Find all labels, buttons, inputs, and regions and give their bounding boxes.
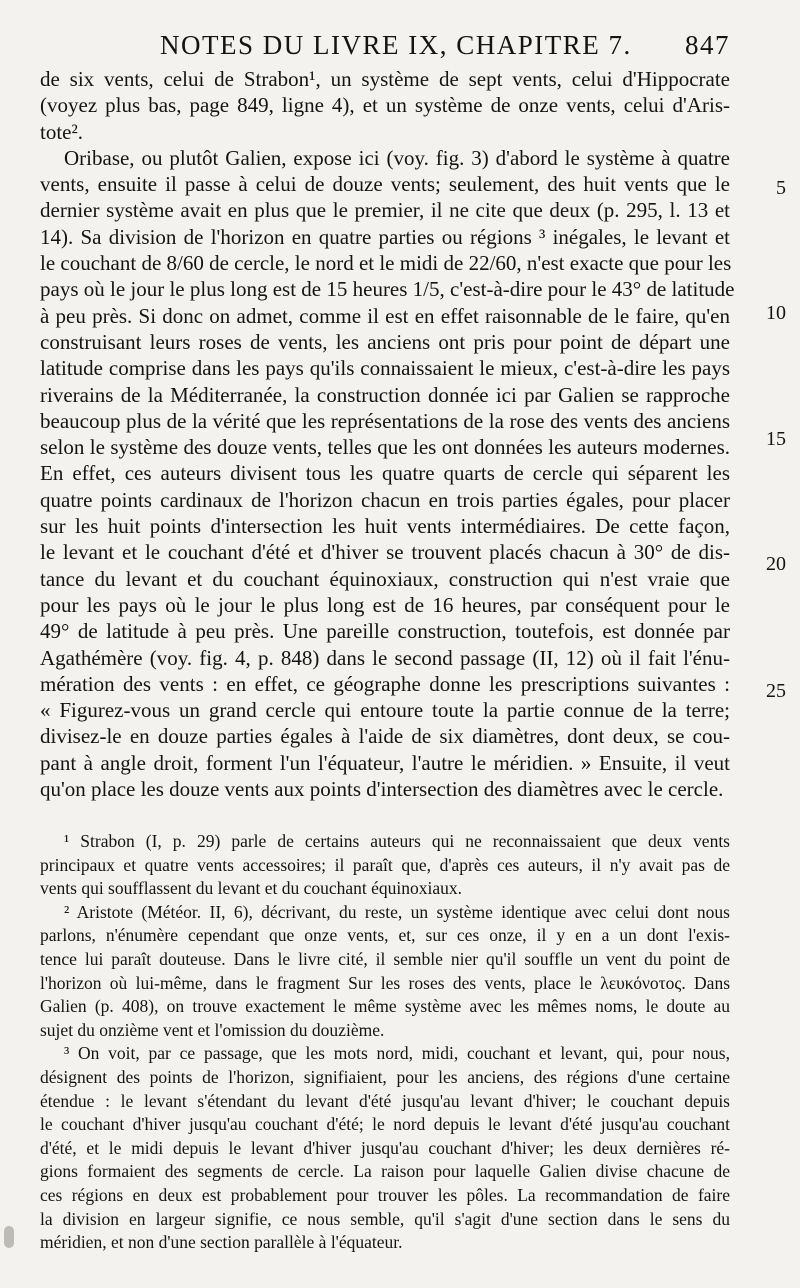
text-line: sur les huit points d'intersection les huit vents intermédiaires. De cette façon, bbox=[40, 514, 730, 539]
running-header bbox=[160, 24, 730, 64]
footnote-line: ² Aristote (Météor. II, 6), décrivant, du reste, un système identique avec celui dont nous bbox=[64, 901, 730, 922]
line-number: 25 bbox=[766, 680, 786, 702]
text-line: Oribase, ou plutôt Galien, expose ici (voy. fig. 3) d'abord le système à quatre bbox=[64, 145, 730, 170]
footnote-line: Galien (p. 408), on trouve exactement le même système avec les mêmes noms, le doute au bbox=[40, 996, 730, 1017]
text-line: (voyez plus bas, page 849, ligne 4), et un système de onze vents, celui d'Aris- bbox=[40, 93, 730, 118]
text-line: pant à angle droit, forment l'un l'équateur, l'autre le méridien. » Ensuite, il veut bbox=[40, 750, 730, 775]
footnote-line: ces régions en deux est probablement pour trouver les pôles. La recommandation de faire bbox=[40, 1184, 730, 1205]
text-line: Agathémère (voy. fig. 4, p. 848) dans le second passage (II, 12) où il fait l'énu- bbox=[40, 645, 730, 670]
text-line: 14). Sa division de l'horizon en quatre parties ou régions ³ inégales, le levant et bbox=[40, 224, 730, 249]
text-line: beaucoup plus de la vérité que les représentations de la rose des vents des anciens bbox=[40, 408, 730, 433]
footnote-line: étendue : le levant s'étendant du levant d'été jusqu'au levant d'hiver; le couchant depuis bbox=[40, 1090, 730, 1111]
text-line: construisant leurs roses de vents, les anciens ont pris pour point de départ une bbox=[40, 329, 730, 354]
text-line: le levant et le couchant d'été et d'hiver se trouvent placés chacun à 30° de dis- bbox=[40, 540, 730, 565]
line-number: 15 bbox=[766, 428, 786, 450]
text-line: de six vents, celui de Strabon¹, un système de sept vents, celui d'Hippocrate bbox=[40, 67, 730, 91]
footnote-line: la division en largeur signifie, ce nous semble, qu'il s'agit d'une section dans le sens du bbox=[40, 1208, 730, 1229]
text-line: divisez-le en douze parties égales à l'aide de six diamètres, dont deux, se cou- bbox=[40, 724, 730, 749]
text-line: quatre points cardinaux de l'horizon chacun en trois parties égales, pour placer bbox=[40, 487, 730, 512]
text-line: tance du levant et du couchant équinoxiaux, construction qui n'est vraie que bbox=[40, 566, 730, 591]
text-line: à peu près. Si donc on admet, comme il est en effet raisonnable de le faire, qu'en bbox=[40, 303, 730, 328]
line-number: 10 bbox=[766, 302, 786, 324]
text-line: pays où le jour le plus long est de 15 heures 1/5, c'est-à-dire pour le 43° de latitude bbox=[40, 277, 735, 302]
footnote-line: le couchant d'hiver jusqu'au couchant d'été; le nord depuis le levant d'été jusqu'au couchant bbox=[40, 1114, 730, 1135]
text-line: qu'on place les douze vents aux points d'intersection des diamètres avec le cercle. bbox=[40, 777, 724, 802]
text-line: 49° de latitude à peu près. Une pareille construction, toutefois, est donnée par bbox=[40, 619, 730, 644]
text-line: vents, ensuite il passe à celui de douze vents; seulement, des huit vents que le bbox=[40, 172, 730, 197]
footnote-line: sujet du onzième vent et l'omission du douzième. bbox=[40, 1019, 385, 1040]
binding-mark bbox=[4, 1226, 14, 1248]
text-line: dernier système avait en plus que le premier, il ne cite que deux (p. 295, l. 13 et bbox=[40, 198, 730, 223]
footnotes bbox=[40, 830, 730, 1255]
footnote-line: ³ On voit, par ce passage, que les mots nord, midi, couchant et levant, qui, pour nous, bbox=[64, 1043, 730, 1064]
main-text bbox=[40, 66, 735, 802]
footnote-line: principaux et quatre vents accessoires; il paraît que, d'après ces auteurs, il n'y avait pas de bbox=[40, 854, 730, 875]
line-number: 5 bbox=[776, 177, 786, 199]
text-line: selon le système des douze vents, telles que les ont données les auteurs modernes. bbox=[40, 435, 730, 460]
footnote-line: gions formaient des segments de cercle. La raison pour laquelle Galien divise chacune de bbox=[40, 1161, 730, 1182]
footnote-line: ¹ Strabon (I, p. 29) parle de certains auteurs qui ne reconnaissaient que deux vents bbox=[64, 831, 730, 851]
text-line: « Figurez-vous un grand cercle qui entoure toute la partie connue de la terre; bbox=[40, 698, 730, 723]
footnote-line: méridien, et non d'une section parallèle à l'équateur. bbox=[40, 1232, 403, 1253]
text-line: En effet, ces auteurs divisent tous les quatre quarts de cercle qui séparent les bbox=[40, 461, 730, 486]
footnote-line: désignent des points de l'horizon, signifiaient, pour les anciens, des régions d'une certaine bbox=[40, 1066, 730, 1087]
text-line: riverains de la Méditerranée, la construction donnée ici par Galien se rapproche bbox=[40, 382, 730, 407]
text-line: latitude comprise dans les pays qu'ils connaissaient le mieux, c'est-à-dire les pays bbox=[40, 356, 730, 381]
text-line: tote². bbox=[40, 119, 84, 144]
text-line: mération des vents : en effet, ce géographe donne les prescriptions suivantes : bbox=[40, 671, 730, 696]
text-line: le couchant de 8/60 de cercle, le nord et le midi de 22/60, n'est exacte que pour les bbox=[40, 251, 732, 276]
footnote-line: d'été, et le midi depuis le levant d'hiver jusqu'au couchant d'hiver; les deux dernières ré- bbox=[40, 1137, 730, 1158]
line-number: 20 bbox=[766, 553, 786, 575]
footnote-line: tence lui paraît douteuse. Dans le livre cité, il semble nier qu'il souffle un vent du point de bbox=[40, 948, 730, 969]
running-title: NOTES DU LIVRE IX, CHAPITRE 7. bbox=[160, 30, 632, 60]
footnote-line: l'horizon où lui-même, dans le fragment Sur les roses des vents, place le λευκόνοτος. Dans bbox=[40, 972, 730, 993]
footnote-line: vents qui soufflassent du levant et du couchant équinoxiaux. bbox=[40, 878, 463, 899]
text-line: pour les pays où le jour le plus long est de 16 heures, par conséquent pour le bbox=[40, 592, 730, 617]
footnote-line: parlons, n'énumère cependant que onze vents, et, sur ces onze, il y en a un dont l'exis- bbox=[40, 925, 730, 946]
page-number: 847 bbox=[685, 30, 730, 60]
